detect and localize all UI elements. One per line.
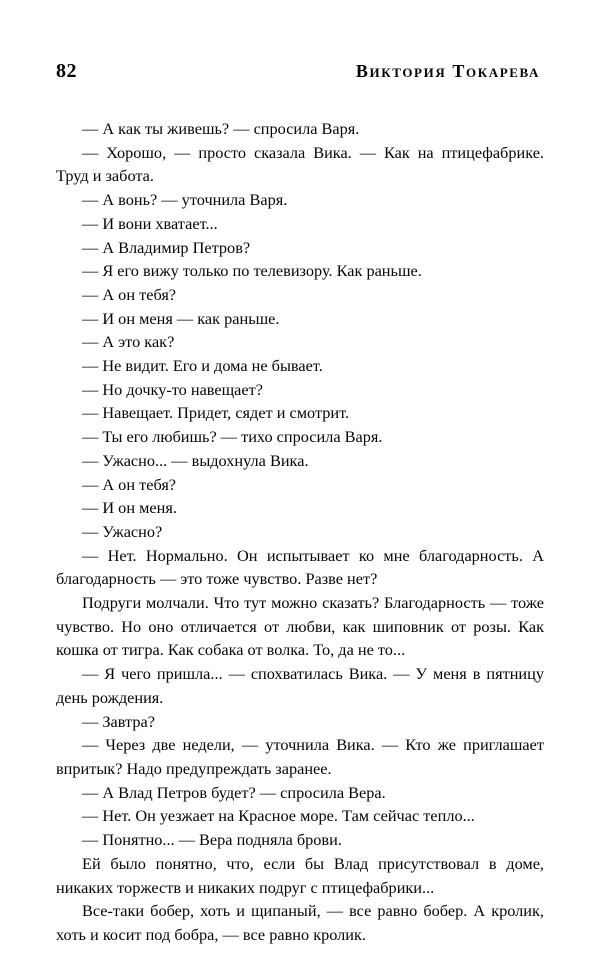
dialogue-line: — Ужасно? xyxy=(82,521,163,541)
page-number: 82 xyxy=(56,60,77,82)
dialogue-line: — Нет. Он уезжает на Красное море. Там сейчас тепло... xyxy=(82,806,475,826)
dialogue-line: — Я чего пришла... — спохватилась Вика. — У меня в пятницу день рождения. xyxy=(56,664,544,707)
dialogue-line: — Ужасно... — выдохнула Вика. xyxy=(82,450,309,470)
dialogue-line: — И он меня — как раньше. xyxy=(82,308,280,328)
dialogue-line: — А он тебя? xyxy=(82,284,177,304)
dialogue-line: — Понятно... — Вера подняла брови. xyxy=(82,830,342,850)
dialogue-line: — Я его вижу только по телевизору. Как раньше. xyxy=(82,261,422,281)
dialogue-line: — Нет. Нормально. Он испытывает ко мне благодарность. А благодарность — это тоже чувство. Разве нет? xyxy=(56,545,544,589)
dialogue-line: — Завтра? xyxy=(82,711,155,731)
dialogue-line: — Не видит. Его и дома не бывает. xyxy=(82,356,323,376)
page-body xyxy=(56,117,544,947)
body-paragraph: Ей было понятно, что, если бы Влад присутствовал в доме, никаких торжеств и никаких подруг с птицефабрики... xyxy=(56,853,544,897)
dialogue-line: — А он тебя? xyxy=(82,474,177,494)
dialogue-line: — Но дочку-то навещает? xyxy=(82,379,263,399)
dialogue-line: — А Влад Петров будет? — спросила Вера. xyxy=(82,782,386,802)
dialogue-line: — А Владимир Петров? xyxy=(82,237,251,257)
dialogue-line: — А как ты живешь? — спросила Варя. xyxy=(82,119,360,138)
dialogue-line: — Хорошо, — просто сказала Вика. — Как на птицефабрике. Труд и забота. xyxy=(56,142,544,186)
body-paragraph: Подруги молчали. Что тут можно сказать? Благодарность — тоже чувство. Но оно отличается от любви, как шиповник от розы. Как кошка от тигра. Как собака от волка. То, да не то... xyxy=(56,593,544,660)
dialogue-line: — Через две недели, — уточнила Вика. — Кто же приглашает впритык? Надо предупреждать заранее. xyxy=(56,735,544,778)
body-paragraph: Все-таки бобер, хоть и щипаный, — все равно бобер. А кролик, хоть и косит под бобра, — все равно кролик. xyxy=(56,901,544,944)
dialogue-line: — А это как? xyxy=(82,332,175,352)
dialogue-line: — А вонь? — уточнила Варя. xyxy=(82,190,288,210)
running-title: Виктория Токарева xyxy=(355,61,540,81)
dialogue-line: — И он меня. xyxy=(82,498,177,518)
dialogue-line: — Навещает. Придет, сядет и смотрит. xyxy=(82,403,350,423)
page-header xyxy=(56,60,544,83)
dialogue-line: — И вони хватает... xyxy=(82,213,218,233)
dialogue-line: — Ты его любишь? — тихо спросила Варя. xyxy=(82,427,383,447)
